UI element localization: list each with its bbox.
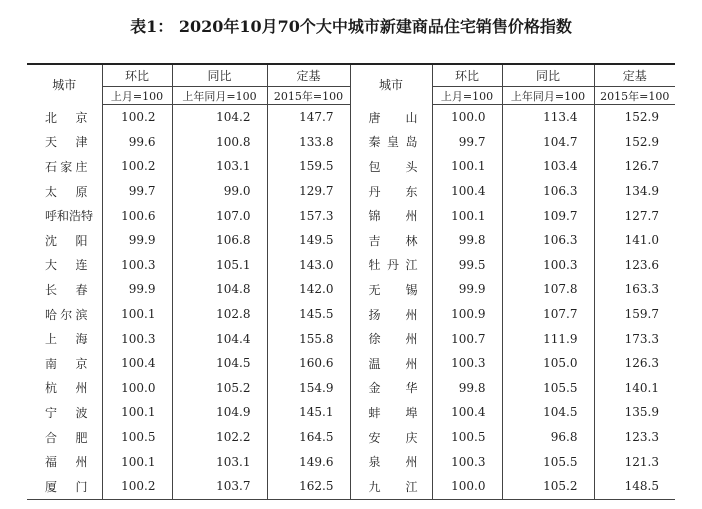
table-row (27, 277, 675, 302)
yoy-value-left: 104.5 (172, 351, 267, 376)
fixed-value-right: 134.9 (624, 184, 659, 199)
fixed-value-left: 155.8 (267, 326, 350, 351)
table-row (27, 203, 675, 228)
city-name-left: 厦门 (27, 474, 102, 499)
fixed-value-right: 123.3 (624, 430, 659, 445)
table-row (27, 474, 675, 499)
mom-value-left: 100.2 (102, 154, 172, 179)
mom-value-right: 99.5 (432, 253, 502, 278)
mom-value-left: 100.0 (102, 376, 172, 401)
yoy-value-left: 104.8 (172, 277, 267, 302)
fixed-value-left: 154.9 (267, 376, 350, 401)
city-name-right: 秦皇岛 (350, 130, 432, 155)
mom-value-right: 100.0 (432, 105, 502, 130)
table-row (27, 376, 675, 401)
yoy-value-left: 106.8 (172, 228, 267, 253)
fixed-value-right: 152.9 (624, 110, 659, 125)
mom-value-right: 99.9 (432, 277, 502, 302)
mom-value-right: 100.4 (432, 400, 502, 425)
city-name-left: 太原 (27, 179, 102, 204)
city-name-right: 吉林 (350, 228, 432, 253)
city-name-left: 石家庄 (27, 154, 102, 179)
city-name-left: 宁波 (27, 400, 102, 425)
table-row (27, 253, 675, 278)
header-yoy-left: 同比 (172, 64, 267, 87)
city-name-right: 唐山 (350, 105, 432, 130)
yoy-value-left: 103.1 (172, 154, 267, 179)
city-name-right: 温州 (350, 351, 432, 376)
yoy-value-right: 105.2 (502, 474, 594, 499)
city-name-left: 呼和浩特 (27, 203, 102, 228)
mom-value-left: 100.3 (102, 253, 172, 278)
table-row (27, 154, 675, 179)
yoy-value-right: 106.3 (502, 179, 594, 204)
yoy-value-left: 102.8 (172, 302, 267, 327)
city-name-left: 哈尔滨 (27, 302, 102, 327)
yoy-value-right: 100.3 (502, 253, 594, 278)
table-title: 表1： 2020年10月70个大中城市新建商品住宅销售价格指数 (130, 17, 572, 36)
header-fixed-left: 定基 (267, 64, 350, 87)
fixed-value-right: 173.3 (624, 331, 659, 346)
city-name-left: 沈阳 (27, 228, 102, 253)
fixed-value-right: 152.9 (624, 134, 659, 149)
mom-value-left: 100.1 (102, 302, 172, 327)
mom-value-right: 99.8 (432, 376, 502, 401)
fixed-value-left: 145.1 (267, 400, 350, 425)
yoy-value-left: 104.4 (172, 326, 267, 351)
yoy-value-left: 102.2 (172, 425, 267, 450)
fixed-value-left: 143.0 (267, 253, 350, 278)
mom-value-right: 100.5 (432, 425, 502, 450)
fixed-value-right: 127.7 (624, 208, 659, 223)
mom-value-left: 100.4 (102, 351, 172, 376)
yoy-value-right: 103.4 (502, 154, 594, 179)
fixed-value-right: 123.6 (624, 257, 659, 272)
yoy-value-left: 104.2 (172, 105, 267, 130)
header-yoy-base-left: 上年同月=100 (172, 87, 267, 105)
city-name-right: 金华 (350, 376, 432, 401)
yoy-value-left: 105.1 (172, 253, 267, 278)
fixed-value-right: 126.3 (624, 356, 659, 371)
table-row (27, 130, 675, 155)
city-name-right: 徐州 (350, 326, 432, 351)
table-row (27, 302, 675, 327)
table-row (27, 449, 675, 474)
city-name-right: 包头 (350, 154, 432, 179)
header-yoy-base-right: 上年同月=100 (502, 87, 594, 105)
fixed-value-right: 135.9 (624, 405, 659, 420)
fixed-value-left: 149.5 (267, 228, 350, 253)
yoy-value-left: 103.7 (172, 474, 267, 499)
mom-value-left: 99.6 (102, 130, 172, 155)
fixed-value-right: 140.1 (624, 380, 659, 395)
fixed-value-right: 163.3 (624, 282, 659, 297)
header-fixed-right: 定基 (622, 69, 647, 83)
city-name-left: 大连 (27, 253, 102, 278)
yoy-value-left: 104.9 (172, 400, 267, 425)
fixed-value-left: 160.6 (267, 351, 350, 376)
yoy-value-right: 107.7 (502, 302, 594, 327)
city-name-right: 蚌埠 (350, 400, 432, 425)
mom-value-right: 100.7 (432, 326, 502, 351)
header-mom-base-left: 上月=100 (102, 87, 172, 105)
mom-value-right: 100.1 (432, 154, 502, 179)
yoy-value-right: 113.4 (502, 105, 594, 130)
yoy-value-right: 111.9 (502, 326, 594, 351)
city-name-left: 上海 (27, 326, 102, 351)
mom-value-left: 100.6 (102, 203, 172, 228)
header-fixed-base-right: 2015年=100 (594, 87, 675, 105)
header-city-right: 城市 (350, 64, 432, 105)
city-name-left: 北京 (27, 105, 102, 130)
city-name-right: 九江 (350, 474, 432, 499)
city-name-right: 无锡 (350, 277, 432, 302)
mom-value-left: 100.1 (102, 449, 172, 474)
table-row (27, 105, 675, 130)
mom-value-right: 100.3 (432, 351, 502, 376)
yoy-value-right: 105.5 (502, 376, 594, 401)
fixed-value-left: 129.7 (267, 179, 350, 204)
header-mom-right: 环比 (432, 64, 502, 87)
mom-value-right: 100.3 (432, 449, 502, 474)
yoy-value-right: 106.3 (502, 228, 594, 253)
yoy-value-right: 96.8 (502, 425, 594, 450)
fixed-value-left: 133.8 (267, 130, 350, 155)
yoy-value-left: 105.2 (172, 376, 267, 401)
fixed-value-right: 121.3 (624, 454, 659, 469)
mom-value-left: 100.1 (102, 400, 172, 425)
city-name-right: 丹东 (350, 179, 432, 204)
yoy-value-right: 107.8 (502, 277, 594, 302)
table-row (27, 400, 675, 425)
fixed-value-left: 149.6 (267, 449, 350, 474)
header-yoy-right: 同比 (502, 64, 594, 87)
mom-value-left: 100.2 (102, 105, 172, 130)
mom-value-right: 100.0 (432, 474, 502, 499)
fixed-value-right: 141.0 (624, 233, 659, 248)
price-index-table (27, 63, 675, 500)
mom-value-right: 100.9 (432, 302, 502, 327)
header-fixed-base-left: 2015年=100 (267, 87, 350, 105)
yoy-value-right: 104.5 (502, 400, 594, 425)
mom-value-left: 100.5 (102, 425, 172, 450)
mom-value-left: 99.7 (102, 179, 172, 204)
yoy-value-left: 99.0 (172, 179, 267, 204)
mom-value-right: 99.8 (432, 228, 502, 253)
mom-value-right: 99.7 (432, 130, 502, 155)
city-name-left: 天津 (27, 130, 102, 155)
header-mom-base-right: 上月=100 (432, 87, 502, 105)
fixed-value-left: 147.7 (267, 105, 350, 130)
table-row (27, 351, 675, 376)
yoy-value-left: 100.8 (172, 130, 267, 155)
mom-value-left: 99.9 (102, 277, 172, 302)
header-city-left: 城市 (27, 64, 102, 105)
table-row (27, 425, 675, 450)
yoy-value-right: 109.7 (502, 203, 594, 228)
fixed-value-left: 159.5 (267, 154, 350, 179)
header-mom-left: 环比 (102, 64, 172, 87)
mom-value-left: 99.9 (102, 228, 172, 253)
mom-value-left: 100.2 (102, 474, 172, 499)
fixed-value-left: 162.5 (267, 474, 350, 499)
city-name-left: 南京 (27, 351, 102, 376)
yoy-value-left: 103.1 (172, 449, 267, 474)
table-row (27, 326, 675, 351)
city-name-left: 合肥 (27, 425, 102, 450)
yoy-value-right: 104.7 (502, 130, 594, 155)
fixed-value-right: 148.5 (624, 479, 659, 494)
fixed-value-right: 126.7 (624, 159, 659, 174)
city-name-left: 长春 (27, 277, 102, 302)
fixed-value-right: 159.7 (624, 307, 659, 322)
mom-value-left: 100.3 (102, 326, 172, 351)
mom-value-right: 100.4 (432, 179, 502, 204)
table-row (27, 179, 675, 204)
mom-value-right: 100.1 (432, 203, 502, 228)
yoy-value-right: 105.5 (502, 449, 594, 474)
fixed-value-left: 145.5 (267, 302, 350, 327)
fixed-value-left: 142.0 (267, 277, 350, 302)
table-row (27, 228, 675, 253)
city-name-right: 锦州 (350, 203, 432, 228)
city-name-right: 泉州 (350, 449, 432, 474)
yoy-value-left: 107.0 (172, 203, 267, 228)
city-name-left: 杭州 (27, 376, 102, 401)
yoy-value-right: 105.0 (502, 351, 594, 376)
fixed-value-left: 157.3 (267, 203, 350, 228)
fixed-value-left: 164.5 (267, 425, 350, 450)
city-name-right: 牡丹江 (350, 253, 432, 278)
city-name-right: 安庆 (350, 425, 432, 450)
city-name-left: 福州 (27, 449, 102, 474)
city-name-right: 扬州 (350, 302, 432, 327)
